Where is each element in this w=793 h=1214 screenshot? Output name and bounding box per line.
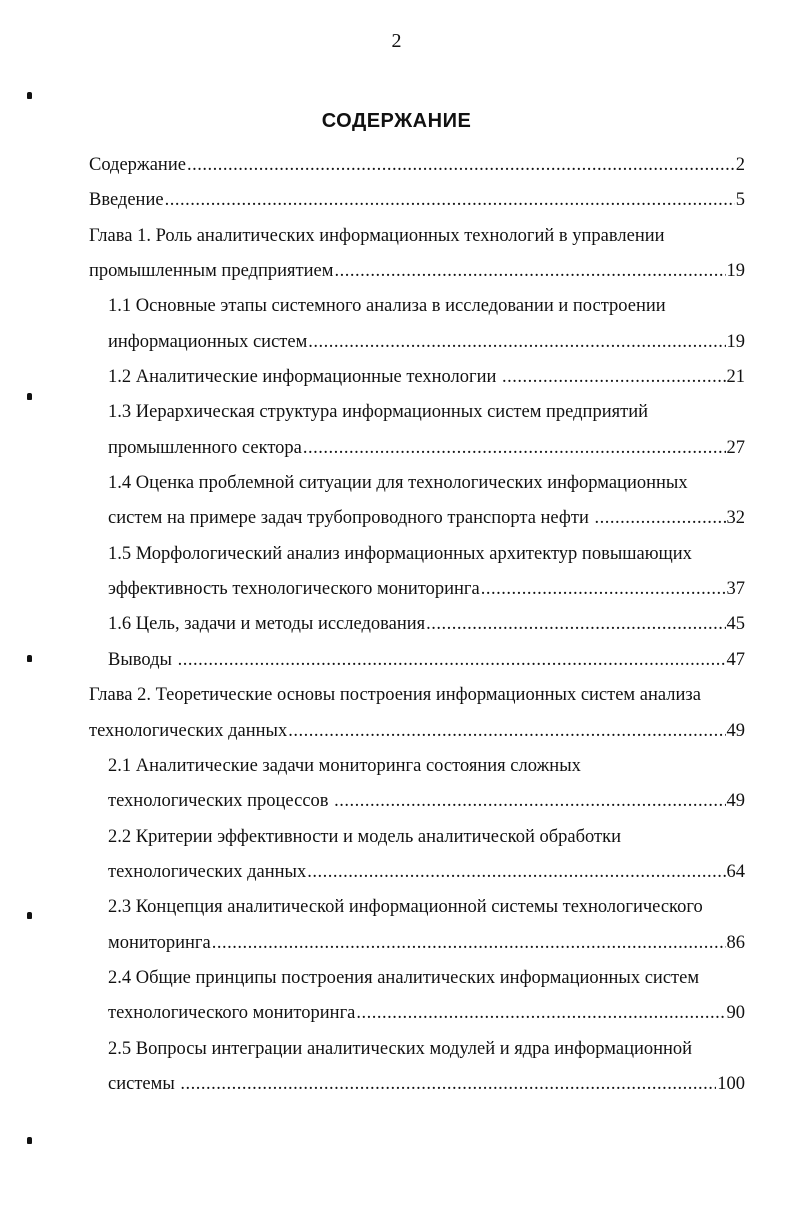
toc-entry-label-cont: технологического мониторинга [108, 1003, 356, 1024]
page-title: СОДЕРЖАНИЕ [321, 110, 472, 132]
toc-leader-dots [426, 607, 725, 642]
toc-page-number: 32 [726, 508, 745, 529]
page-number: 2 [391, 30, 402, 52]
toc-page-number: 21 [726, 367, 745, 388]
toc-page-number: 27 [726, 437, 745, 458]
toc-entry-label-cont: эффективность технологического мониторинга [108, 579, 480, 600]
toc-entry-label-cont: технологических процессов [108, 791, 334, 812]
toc-entry-1-6[interactable] [0, 607, 793, 642]
toc-entry-chapter-1-cont[interactable] [0, 254, 793, 289]
toc-entry-label-cont: информационных систем [108, 331, 308, 352]
toc-entry-2-2[interactable] [0, 820, 793, 855]
toc-leader-dots [180, 1067, 716, 1102]
toc-entry-conclusions-1[interactable] [0, 643, 793, 678]
toc-entry-label: 2.2 Критерии эффективности и модель аналитической обработки [108, 826, 622, 847]
toc-page-number: 90 [726, 1003, 745, 1024]
toc-entry-1-1-cont[interactable] [0, 325, 793, 360]
toc-entry-1-3-cont[interactable] [0, 431, 793, 466]
toc-entry-label: 1.4 Оценка проблемной ситуации для технологических информационных [108, 473, 688, 494]
toc-page-number: 2 [735, 155, 745, 175]
toc-entry-label-cont: систем на примере задач трубопроводного транспорта нефти [108, 508, 594, 529]
toc-entry-1-3[interactable] [0, 395, 793, 430]
toc-page-number: 64 [726, 861, 745, 882]
toc-leader-dots [288, 714, 725, 749]
toc-entry-label-cont: технологических данных [89, 720, 288, 741]
toc-entry-chapter-1[interactable] [0, 219, 793, 254]
toc-entry-2-5[interactable] [0, 1032, 793, 1067]
table-of-contents [0, 148, 793, 1102]
toc-leader-dots [212, 926, 726, 961]
toc-leader-dots [303, 431, 726, 466]
toc-entry-label: 2.3 Концепция аналитической информационной системы технологического [108, 897, 703, 918]
toc-entry-label-cont: промышленным предприятием [89, 261, 334, 282]
toc-entry-1-5[interactable] [0, 537, 793, 572]
toc-entry-1-1[interactable] [0, 289, 793, 324]
toc-leader-dots [187, 148, 735, 183]
toc-page-number: 19 [726, 261, 745, 282]
margin-mark-icon [27, 92, 32, 99]
toc-entry-label: Глава 2. Теоретические основы построения информационных систем анализа [89, 685, 701, 706]
toc-page-number: 45 [726, 614, 745, 635]
toc-leader-dots [165, 183, 735, 218]
toc-entry-1-2[interactable] [0, 360, 793, 395]
toc-entry-chapter-2[interactable] [0, 678, 793, 713]
toc-entry-label: 1.6 Цель, задачи и методы исследования [108, 614, 426, 635]
toc-page-number: 100 [717, 1073, 745, 1094]
toc-page-number: 37 [726, 579, 745, 600]
toc-entry-label: Содержание [89, 155, 186, 175]
toc-entry-2-5-cont[interactable] [0, 1067, 793, 1102]
toc-page-number: 49 [726, 720, 745, 741]
toc-entry-2-2-cont[interactable] [0, 855, 793, 890]
toc-entry-label-cont: технологических данных [108, 861, 307, 882]
toc-leader-dots [481, 572, 726, 607]
toc-entry-label-cont: системы [108, 1073, 180, 1094]
margin-mark-icon [27, 1137, 32, 1144]
toc-page-number: 47 [726, 649, 745, 670]
toc-leader-dots [178, 643, 726, 678]
toc-entry-label-cont: промышленного сектора [108, 437, 302, 458]
toc-entry-chapter-2-cont[interactable] [0, 714, 793, 749]
toc-entry-1-4[interactable] [0, 466, 793, 501]
toc-entry-label: Выводы [108, 649, 177, 670]
toc-entry-1-5-cont[interactable] [0, 572, 793, 607]
toc-page-number: 86 [726, 932, 745, 953]
toc-entry-label: 1.3 Иерархическая структура информационных систем предприятий [108, 402, 649, 423]
toc-entry-label: 1.5 Морфологический анализ информационных архитектур повышающих [108, 543, 692, 564]
toc-page-number: 19 [726, 331, 745, 352]
toc-entry-2-4[interactable] [0, 961, 793, 996]
toc-entry-2-1-cont[interactable] [0, 784, 793, 819]
toc-leader-dots [356, 996, 725, 1031]
toc-entry-introduction[interactable] [0, 183, 793, 218]
toc-entry-label: Введение [89, 190, 164, 211]
toc-entry-2-1[interactable] [0, 749, 793, 784]
toc-page-number: 49 [726, 791, 745, 812]
toc-page-number: 5 [735, 190, 745, 211]
toc-entry-label: 2.5 Вопросы интеграции аналитических модулей и ядра информационной [108, 1038, 693, 1059]
toc-entry-2-4-cont[interactable] [0, 996, 793, 1031]
toc-entry-label: 1.2 Аналитические информационные технологии [108, 367, 502, 388]
toc-entry-label: 2.4 Общие принципы построения аналитических информационных систем [108, 967, 700, 988]
toc-leader-dots [334, 254, 725, 289]
toc-entry-label-cont: мониторинга [108, 932, 211, 953]
toc-entry-2-3[interactable] [0, 890, 793, 925]
toc-leader-dots [502, 360, 725, 395]
toc-entry-label: 1.1 Основные этапы системного анализа в исследовании и построении [108, 296, 666, 317]
toc-leader-dots [307, 855, 725, 890]
toc-entry-1-4-cont[interactable] [0, 501, 793, 536]
toc-entry-label: Глава 1. Роль аналитических информационных технологий в управлении [89, 225, 665, 246]
toc-entry-contents[interactable] [0, 148, 793, 183]
toc-entry-2-3-cont[interactable] [0, 926, 793, 961]
toc-leader-dots [334, 784, 725, 819]
toc-leader-dots [594, 501, 725, 536]
toc-entry-label: 2.1 Аналитические задачи мониторинга состояния сложных [108, 755, 581, 776]
toc-leader-dots [308, 325, 725, 360]
